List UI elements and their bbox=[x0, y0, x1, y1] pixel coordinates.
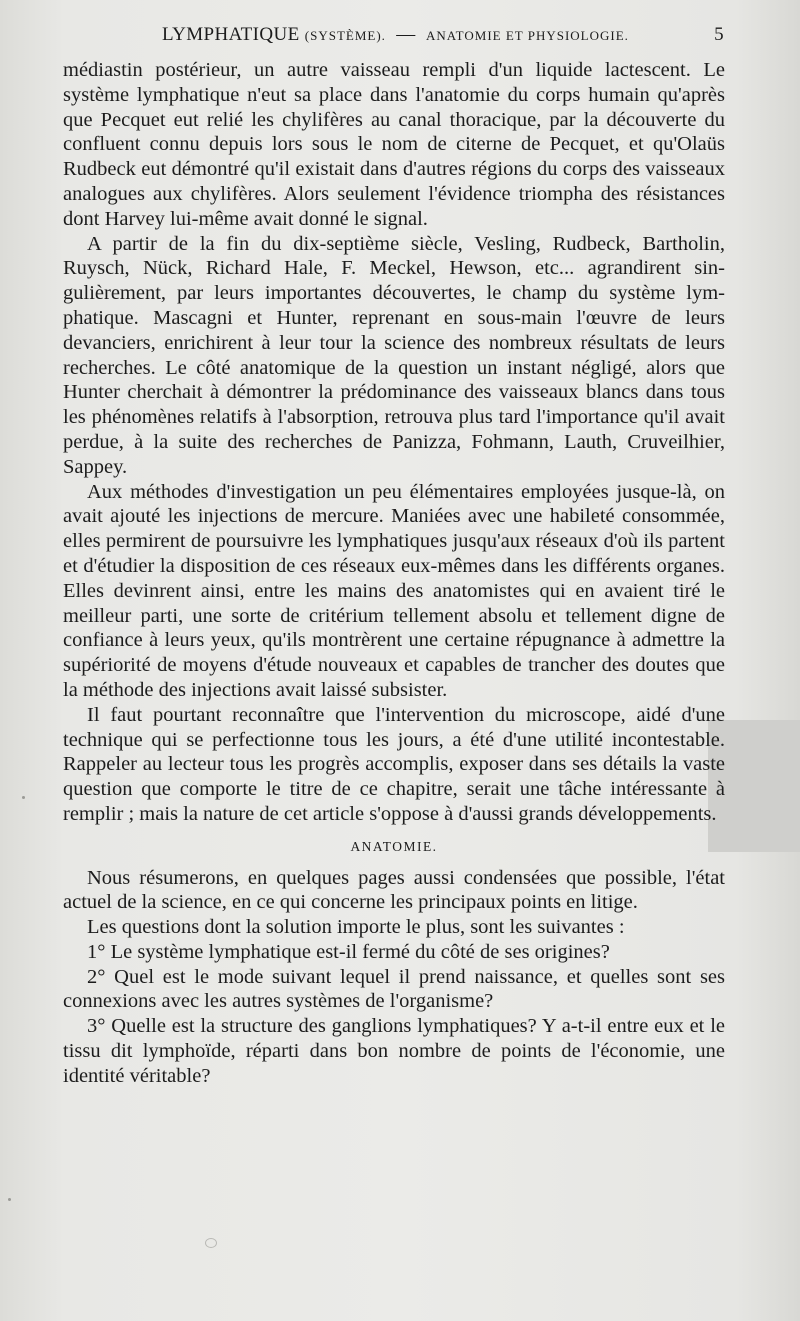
section-paragraph-1: Nous résumerons, en quelques pages aussi condensées que possible, l'état actuel de la science, en ce qui concerne les principaux points en litige. bbox=[63, 866, 725, 914]
header-title-paren: (SYSTÈME). bbox=[304, 28, 386, 43]
paragraph-1: médiastin postérieur, un autre vaisseau rempli d'un liquide lactescent. Le système lymphatique n'eut sa place dans l'anatomie du corps humain qu'après que Pecquet eut relié les chylifères au canal thoracique, par la découverte du confluent connu depuis lors sous le nom de citerne de Pecquet, et qu'Olaüs Rudbeck eut démontré qu'il existait dans d'autres régions du corps des vaisseaux analogues aux chylifères. Alors seulement l'évidence triompha des résistances dont Harvey lui-même avait donné le signal. bbox=[63, 59, 725, 230]
paragraph-2: A partir de la fin du dix-septième siècle, Vesling, Rudbeck, Bartholin, Ruysch, Nück, Richard Hale, F. Meckel, Hewson, etc... agrandirent singulièrement, par leurs importantes découvertes, le champ du système lymphatique. Mascagni et Hunter, reprenant en sous-main l'œuvre de leurs devanciers, enrichirent à leur tour la science des nombreux résultats de leurs recherches. Le côté anatomique de la question un instant négligé, alors que Hunter cherchait à démontrer la prédominance des vaisseaux blancs dans tous les phénomènes relatifs à l'absorption, retrouva plus tard l'importance qu'il avait perdue, à la suite des recherches de Panizza, Fohmann, Lauth, Cruveilhier, Sappey. bbox=[63, 232, 725, 478]
header-title-sub: ANATOMIE ET PHYSIOLOGIE. bbox=[425, 28, 629, 43]
body-text bbox=[63, 58, 725, 1089]
question-3: 3° Quelle est la structure des ganglions lymphatiques? Y a-t-il entre eux et le tissu dit lymphoïde, réparti dans bon nombre de points de l'économie, une identité véritable? bbox=[63, 1015, 725, 1087]
paragraph-3: Aux méthodes d'investigation un peu élémentaires employées jusque-là, on avait ajouté les injections de mercure. Maniées avec une habileté consommée, elles permirent de poursuivre les lymphatiques jusqu'aux réseaux d'où ils partent et d'étudier la disposition de ces réseaux eux-mêmes dans les différents organes. Elles devinrent ainsi, entre les mains des anatomistes qui en avaient tiré le meilleur parti, une sorte de critérium tellement absolu et tellement digne de confiance à leurs yeux, qu'ils montrèrent une certaine répugnance à admettre la supériorité de moyens d'étude nouveaux et capables de trancher des doutes que la méthode des injections avait laissé subsister. bbox=[63, 480, 725, 701]
margin-speck bbox=[8, 1198, 11, 1201]
header-title-dash: — bbox=[396, 24, 416, 45]
page-number: 5 bbox=[714, 24, 724, 45]
paragraph-4: Il faut pourtant reconnaître que l'intervention du microscope, aidé d'une technique qui se perfectionne tous les jours, a été d'une utilité incontestable. Rappeler au lecteur tous les progrès accomplis, exposer dans ses détails la vaste question que comporte le titre de ce chapitre, serait une tâche intéressante à remplir ; mais la nature de cet article s'oppose à d'aussi grands développements. bbox=[63, 703, 725, 825]
margin-speck bbox=[22, 796, 25, 799]
header-title-main: LYMPHATIQUE bbox=[162, 24, 300, 45]
section-paragraph-2: Les questions dont la solution importe le plus, sont les suivantes : bbox=[87, 916, 625, 939]
running-header bbox=[62, 22, 730, 50]
paper-smudge bbox=[205, 1238, 217, 1248]
section-title: ANATOMIE. bbox=[350, 838, 438, 854]
question-2: 2° Quel est le mode suivant lequel il prend naissance, et quelles sont ses connexions avec les autres systèmes de l'organisme? bbox=[63, 965, 725, 1013]
question-1: 1° Le système lymphatique est-il fermé du côté de ses origines? bbox=[87, 940, 610, 963]
header-title bbox=[162, 24, 629, 46]
